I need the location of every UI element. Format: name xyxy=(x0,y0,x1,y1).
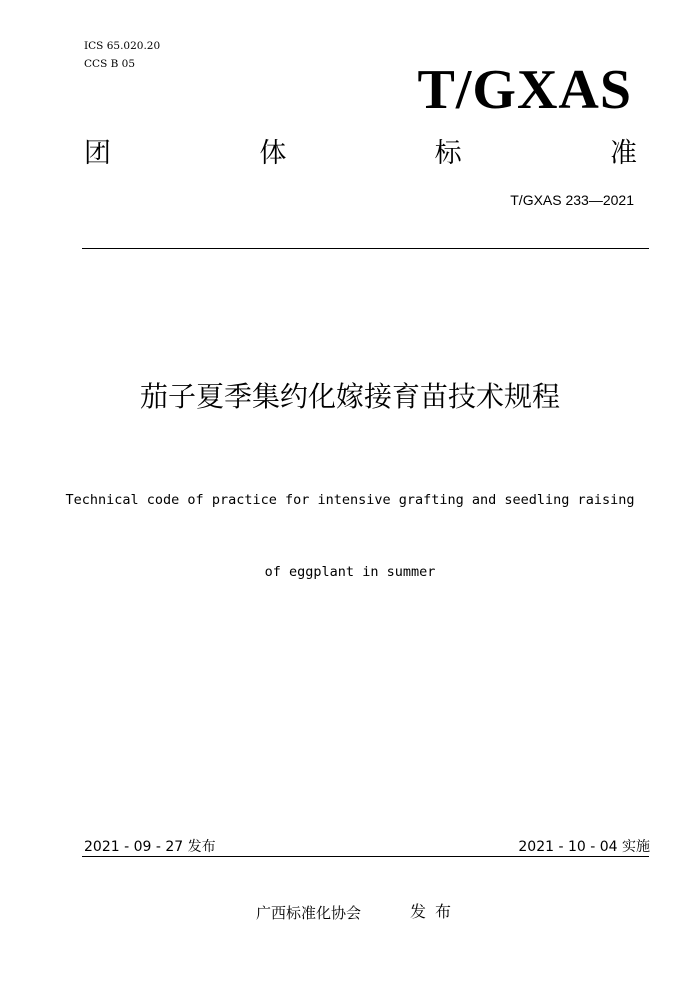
standard-logo: T/GXAS xyxy=(417,59,632,121)
standard-type-char: 标 xyxy=(434,138,462,169)
standard-type-char: 体 xyxy=(259,138,287,169)
standard-type-char: 团 xyxy=(84,138,111,169)
footer-divider xyxy=(82,856,649,857)
title-english-line-1: Technical code of practice for intensive grafting and seedling raising xyxy=(65,492,635,508)
title-english-line-2: of eggplant in summer xyxy=(264,564,436,580)
classification-block xyxy=(84,37,160,73)
header-divider xyxy=(82,248,649,249)
title-english xyxy=(60,440,640,608)
ics-code: ICS 65.020.20 xyxy=(84,40,161,52)
publish-label: 发布 xyxy=(410,902,461,921)
standard-number: T/GXAS 233—2021 xyxy=(510,192,634,208)
title-chinese: 茄子夏季集约化嫁接育苗技术规程 xyxy=(139,380,560,413)
ccs-code: CCS B 05 xyxy=(84,58,136,70)
release-date: 2021 - 09 - 27 发布 xyxy=(84,839,216,855)
standard-type-char: 准 xyxy=(609,138,637,169)
standard-type xyxy=(84,138,637,170)
implement-date: 2021 - 10 - 04 实施 xyxy=(518,839,650,855)
publisher-name: 广西标准化协会 xyxy=(256,904,362,922)
